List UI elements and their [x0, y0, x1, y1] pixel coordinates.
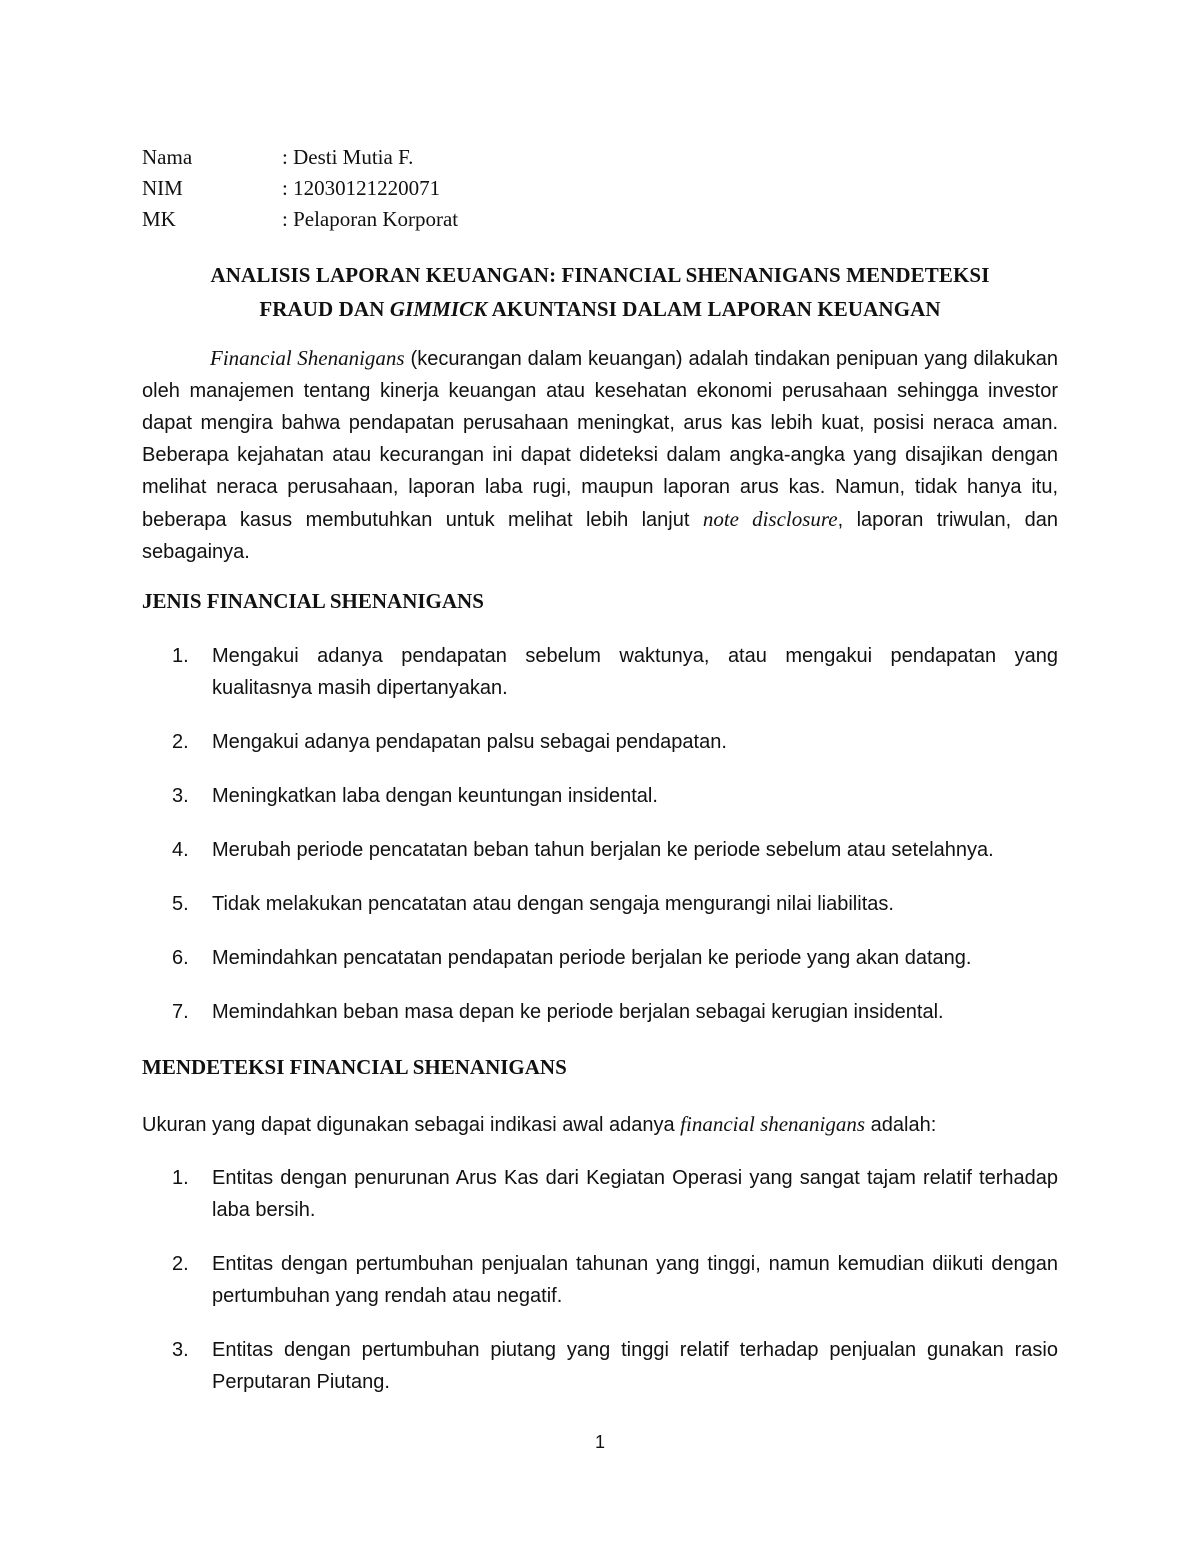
list-item-text: Merubah periode pencatatan beban tahun berjalan ke periode sebelum atau setelahnya.: [212, 839, 994, 861]
title-line-2: [142, 292, 1058, 326]
list-item-number: 1.: [172, 645, 189, 667]
title-line-2-italic: GIMMICK: [389, 297, 488, 321]
intro-italic-start: Financial Shenanigans: [210, 346, 405, 370]
section-heading-jenis: JENIS FINANCIAL SHENANIGANS: [142, 589, 484, 613]
list-item-text: Meningkatkan laba dengan keuntungan insidental.: [212, 785, 658, 807]
intro-paragraph: [142, 342, 1058, 568]
detection-intro-italic: financial shenanigans: [680, 1112, 866, 1136]
nama-value: : Desti Mutia F.: [282, 142, 413, 173]
mk-label: MK: [142, 207, 176, 231]
list-item: [142, 834, 1058, 866]
list-item-number: 3.: [172, 1339, 189, 1361]
list-item: [142, 726, 1058, 758]
list-item-text: Memindahkan beban masa depan ke periode berjalan sebagai kerugian insidental.: [212, 1001, 944, 1023]
list-item-number: 2.: [172, 731, 189, 753]
list-item-number: 1.: [172, 1167, 189, 1189]
title-line-2-prefix: FRAUD DAN: [259, 297, 390, 321]
list-item-text: Memindahkan pencatatan pendapatan periode berjalan ke periode yang akan datang.: [212, 947, 972, 969]
intro-text-b: , laporan triwulan, dan sebagainya.: [142, 509, 1058, 563]
list-item-text: Tidak melakukan pencatatan atau dengan sengaja mengurangi nilai liabilitas.: [212, 893, 894, 915]
intro-text-a: (kecurangan dalam keuangan) adalah tindakan penipuan yang dilakukan oleh manajemen tentang kinerja keuangan atau kesehatan ekonomi perusahaan sehingga investor dapat mengira bahwa pendapatan perusahaan meningkat, arus kas lebih kuat, posisi neraca aman. Beberapa kejahatan atau kecurangan ini dapat dideteksi dalam angka-angka yang disajikan dengan melihat neraca perusahaan, laporan laba rugi, maupun laporan arus kas. Namun, tidak hanya itu, beberapa kasus membutuhkan untuk melihat lebih lanjut: [142, 348, 1059, 531]
nama-row: [142, 142, 458, 173]
list-item: [142, 942, 1058, 974]
mk-row: [142, 204, 458, 235]
list-item: [142, 996, 1058, 1028]
list-item-text: Mengakui adanya pendapatan sebelum waktunya, atau mengakui pendapatan yang kualitasnya masih dipertanyakan.: [212, 645, 1058, 699]
jenis-list: [142, 640, 1058, 1050]
list-item-text: Entitas dengan pertumbuhan penjualan tahunan yang tinggi, namun kemudian diikuti dengan pertumbuhan yang rendah atau negatif.: [212, 1253, 1058, 1307]
list-item-text: Entitas dengan pertumbuhan piutang yang tinggi relatif terhadap penjualan gunakan rasio Perputaran Piutang.: [212, 1339, 1058, 1393]
list-item-number: 4.: [172, 839, 189, 861]
list-item-number: 6.: [172, 947, 189, 969]
list-item: [142, 1248, 1058, 1312]
detection-intro-b: adalah:: [865, 1114, 937, 1136]
list-item: [142, 640, 1058, 704]
list-item: [142, 1162, 1058, 1226]
list-item-number: 2.: [172, 1253, 189, 1275]
nim-label: NIM: [142, 176, 183, 200]
list-item-text: Entitas dengan penurunan Arus Kas dari Kegiatan Operasi yang sangat tajam relatif terhadap laba bersih.: [212, 1167, 1058, 1221]
title-line-2-suffix: AKUNTANSI DALAM LAPORAN KEUANGAN: [487, 297, 941, 321]
detection-intro-a: Ukuran yang dapat digunakan sebagai indikasi awal adanya: [142, 1114, 681, 1136]
list-item: [142, 888, 1058, 920]
deteksi-list: [142, 1162, 1058, 1420]
student-info: [142, 142, 458, 235]
list-item-number: 7.: [172, 1001, 189, 1023]
list-item-number: 5.: [172, 893, 189, 915]
list-item: [142, 780, 1058, 812]
list-item-number: 3.: [172, 785, 189, 807]
nama-label: Nama: [142, 145, 193, 169]
detection-intro: [142, 1108, 1058, 1141]
intro-italic-mid: note disclosure: [702, 507, 838, 531]
mk-value: : Pelaporan Korporat: [282, 204, 458, 235]
document-title: [142, 258, 1058, 326]
page-number: 1: [594, 1432, 605, 1452]
nim-value: : 12030121220071: [282, 173, 440, 204]
nim-row: [142, 173, 458, 204]
list-item-text: Mengakui adanya pendapatan palsu sebagai pendapatan.: [212, 731, 727, 753]
title-line-1: ANALISIS LAPORAN KEUANGAN: FINANCIAL SHENANIGANS MENDETEKSI: [210, 263, 990, 287]
list-item: [142, 1334, 1058, 1398]
section-heading-mendeteksi: MENDETEKSI FINANCIAL SHENANIGANS: [142, 1055, 567, 1079]
